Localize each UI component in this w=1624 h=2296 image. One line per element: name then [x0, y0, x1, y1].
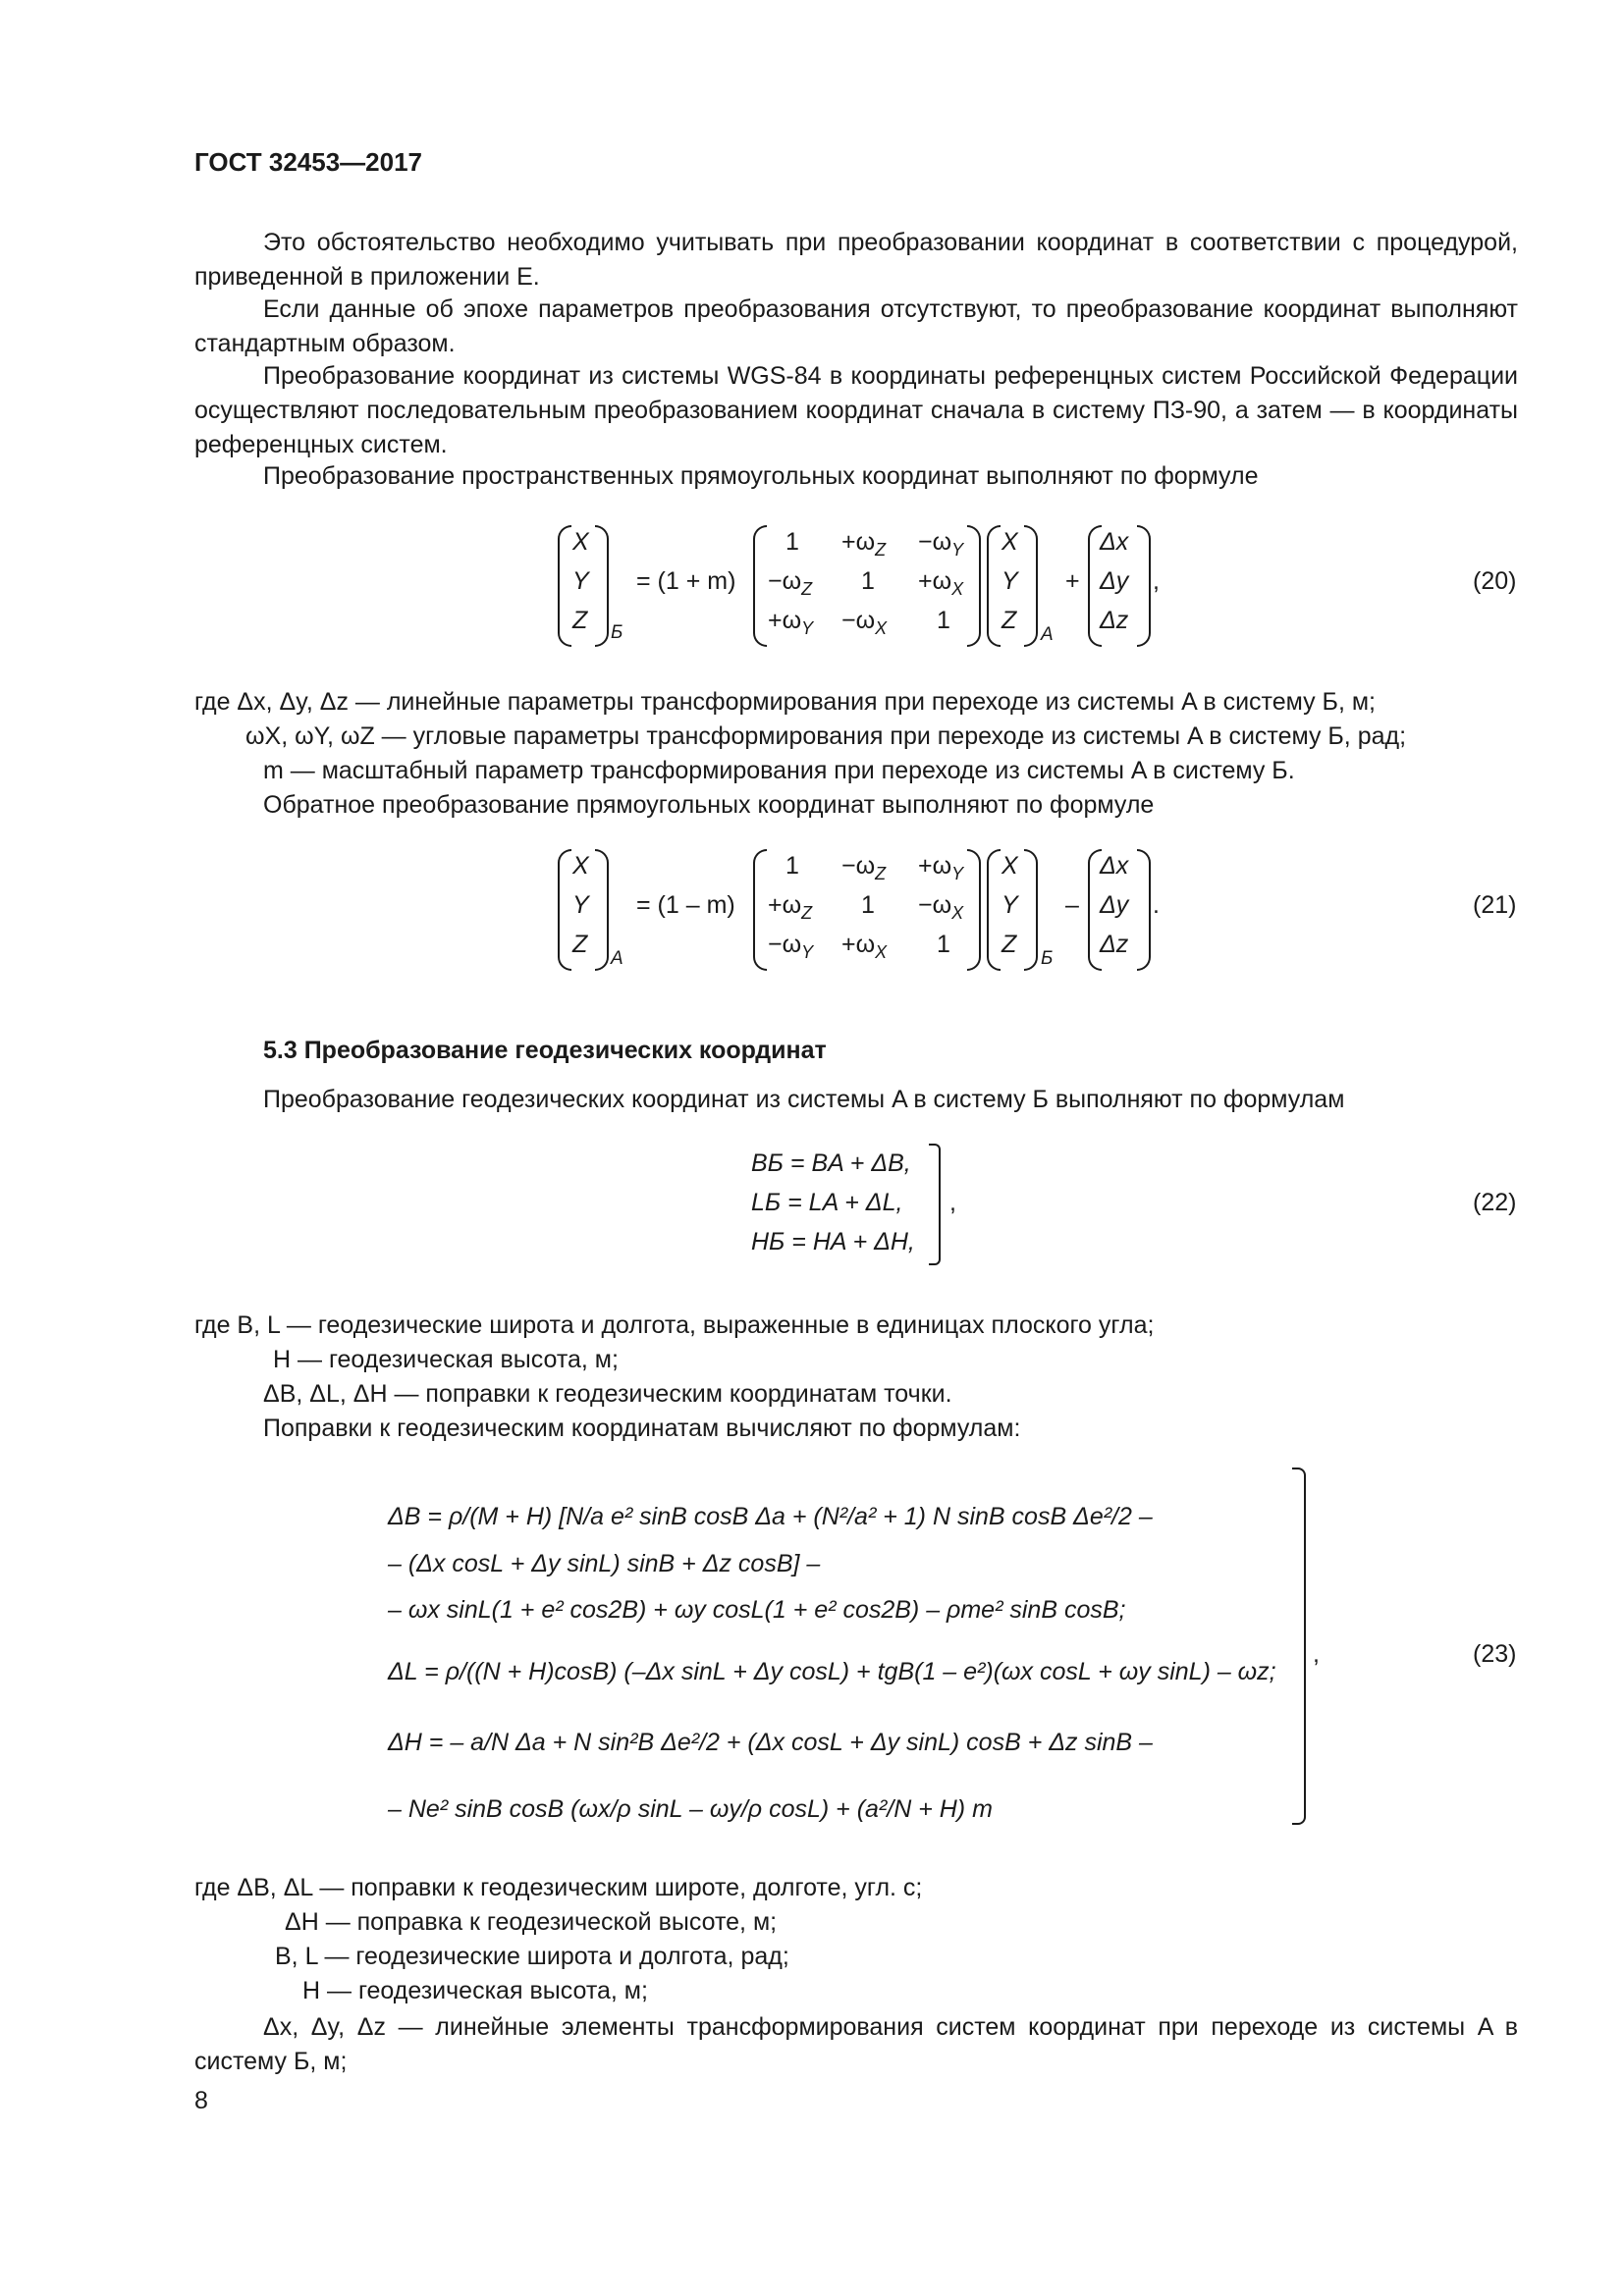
formula23-line-2: – (Δx cosL + Δy sinL) sinB + Δz cosB] – — [388, 1550, 821, 1577]
where22-line3: ΔB, ΔL, ΔH — поправки к геодезическим координатам точки. — [263, 1380, 952, 1408]
vec2-y: Y — [1001, 891, 1018, 919]
delta-z: Δz — [1100, 607, 1129, 634]
right-paren — [595, 525, 609, 647]
vec-z: Z — [572, 931, 588, 958]
right-paren — [595, 849, 609, 971]
matrix-cell: +ω — [918, 567, 952, 595]
matrix-cell: 1 — [861, 567, 875, 595]
matrix-cell: −ω — [841, 607, 876, 634]
matrix-cell: −ω — [768, 931, 802, 958]
vec2-x: X — [1001, 528, 1018, 556]
matrix-cell: 1 — [861, 891, 875, 919]
vec-x: X — [572, 852, 589, 880]
matrix-cell: 1 — [937, 931, 950, 958]
section-heading: 5.3 Преобразование геодезических координат — [263, 1037, 827, 1064]
vec2-y: Y — [1001, 567, 1018, 595]
where23-line2: ΔH — поправка к геодезической высоте, м; — [285, 1908, 778, 1936]
where22-line1: где B, L — геодезические широта и долгота, выраженные в единицах плоского угла; — [194, 1311, 1155, 1339]
matrix-cell: +ω — [768, 607, 802, 634]
formula-tail: . — [1153, 891, 1160, 919]
formula-number: (21) — [1473, 891, 1517, 919]
formula-tail: , — [1313, 1640, 1320, 1668]
left-paren — [558, 849, 571, 971]
section-intro: Преобразование геодезических координат из системы A в систему Б выполняют по формулам — [263, 1086, 1345, 1113]
matrix-cell-sub: Y — [801, 618, 814, 638]
vec2-right-paren — [1024, 849, 1038, 971]
delta-right-paren — [1137, 849, 1151, 971]
vec2-z: Z — [1001, 931, 1017, 958]
matrix-right-paren — [967, 849, 981, 971]
formula23-line-5: ΔH = – a/N Δa + N sin²B Δe²/2 + (Δx cosL + Δy sinL) cosB + Δz sinB – — [388, 1729, 1153, 1756]
formula23-line-1: ΔB = ρ/(M + H) [N/a e² sinB cosB Δa + (N²/a² + 1) N sinB cosB Δe²/2 – — [388, 1503, 1153, 1530]
matrix-cell-sub: X — [951, 903, 964, 923]
matrix-cell: −ω — [841, 852, 876, 880]
matrix-cell-sub: Y — [951, 864, 964, 883]
formula-number: (23) — [1473, 1640, 1517, 1668]
document-header: ГОСТ 32453—2017 — [194, 147, 422, 177]
vec2-right-paren — [1024, 525, 1038, 647]
where22-line2: H — геодезическая высота, м; — [273, 1346, 619, 1373]
where20-line2: ωX, ωY, ωZ — угловые параметры трансформирования при переходе из системы A в систему Б, рад; — [245, 722, 1407, 750]
matrix-cell-sub: Y — [951, 540, 964, 560]
matrix-cell-sub: Y — [801, 942, 814, 962]
delta-y: Δy — [1100, 567, 1129, 595]
formula-tail: , — [1153, 567, 1160, 595]
formula22-line-l: LБ = LA + ΔL, — [751, 1189, 903, 1216]
vec-x: X — [572, 528, 589, 556]
vec-y: Y — [572, 891, 589, 919]
vec-subscript: Б — [611, 622, 623, 643]
matrix-cell: +ω — [841, 528, 876, 556]
matrix-left-paren — [753, 849, 767, 971]
vec2-left-paren — [987, 849, 1001, 971]
where23-line1: где ΔB, ΔL — поправки к геодезическим широте, долготе, угл. с; — [194, 1874, 923, 1901]
paragraph-rect-formula-intro: Преобразование пространственных прямоугольных координат выполняют по формуле — [263, 462, 1259, 490]
paragraph-epoch-note: Это обстоятельство необходимо учитывать при преобразовании координат в соответствии с процедурой, приведенной в приложении Е. — [194, 229, 1518, 291]
where22-line4: Поправки к геодезическим координатам вычисляют по формулам: — [263, 1415, 1021, 1442]
matrix-left-paren — [753, 525, 767, 647]
matrix-right-paren — [967, 525, 981, 647]
matrix-cell-sub: X — [875, 942, 888, 962]
vec2-subscript: A — [1041, 624, 1054, 645]
matrix-cell-sub: Z — [875, 864, 887, 883]
left-paren — [558, 525, 571, 647]
vec2-subscript: Б — [1041, 948, 1054, 969]
operator: + — [1065, 567, 1080, 595]
page-number: 8 — [194, 2087, 208, 2114]
matrix-cell-sub: Z — [801, 579, 813, 599]
matrix-cell: +ω — [768, 891, 802, 919]
brace-right — [929, 1144, 941, 1265]
matrix-cell: −ω — [918, 528, 952, 556]
formula22-line-h: HБ = HA + ΔH, — [751, 1228, 915, 1255]
where23-line5: Δx, Δy, Δz — линейные элементы трансформирования систем координат при переходе из системы A в систему Б, м; — [194, 2013, 1518, 2075]
formula23-line-4: ΔL = ρ/((N + H)cosB) (–Δx sinL + Δy cosL) + tgB(1 – e²)(ωx cosL + ωy sinL) – ωz; — [388, 1658, 1276, 1685]
delta-y: Δy — [1100, 891, 1129, 919]
delta-x: Δx — [1100, 528, 1129, 556]
brace-right — [1292, 1468, 1306, 1825]
vec2-x: X — [1001, 852, 1018, 880]
matrix-cell: 1 — [785, 528, 799, 556]
matrix-cell: −ω — [918, 891, 952, 919]
scale-factor: = (1 – m) — [636, 891, 735, 919]
matrix-cell-sub: Z — [801, 903, 813, 923]
matrix-cell: +ω — [918, 852, 952, 880]
vec2-left-paren — [987, 525, 1001, 647]
paragraph-standard-transform: Если данные об эпохе параметров преобразования отсутствуют, то преобразование координат выполняют стандартным образом. — [194, 295, 1518, 357]
vec-z: Z — [572, 607, 588, 634]
matrix-cell: −ω — [768, 567, 802, 595]
matrix-cell-sub: X — [875, 618, 888, 638]
where23-line4: H — геодезическая высота, м; — [302, 1977, 648, 2004]
formula23-line-6: – Ne² sinB cosB (ωx/ρ sinL – ωy/ρ cosL) + (a²/N + H) m — [388, 1795, 993, 1823]
vec2-z: Z — [1001, 607, 1017, 634]
formula-tail: , — [949, 1189, 956, 1216]
delta-z: Δz — [1100, 931, 1129, 958]
where20-line4: Обратное преобразование прямоугольных координат выполняют по формуле — [263, 791, 1155, 819]
matrix-cell-sub: Z — [875, 540, 887, 560]
vec-subscript: A — [611, 948, 623, 969]
formula23-line-3: – ωx sinL(1 + e² cos2B) + ωy cosL(1 + e² cos2B) – ρme² sinB cosB; — [388, 1596, 1126, 1624]
where20-line1: где Δx, Δy, Δz — линейные параметры трансформирования при переходе из системы A в систему Б, м; — [194, 688, 1376, 716]
scale-factor: = (1 + m) — [636, 567, 736, 595]
matrix-cell: 1 — [785, 852, 799, 880]
operator: – — [1065, 891, 1079, 919]
matrix-cell: +ω — [841, 931, 876, 958]
vec-y: Y — [572, 567, 589, 595]
formula-number: (22) — [1473, 1189, 1517, 1216]
formula-number: (20) — [1473, 567, 1517, 595]
where20-line3: m — масштабный параметр трансформирования при переходе из системы A в систему Б. — [263, 757, 1295, 784]
matrix-cell-sub: X — [951, 579, 964, 599]
where23-line3: B, L — геодезические широта и долгота, рад; — [275, 1943, 789, 1970]
formula22-line-b: BБ = BA + ΔB, — [751, 1149, 911, 1177]
delta-right-paren — [1137, 525, 1151, 647]
paragraph-wgs84: Преобразование координат из системы WGS-84 в координаты референцных систем Российской Федерации осуществляют последовательным преобразованием координат сначала в систему ПЗ-90, а затем — в координаты референцных систем. — [194, 362, 1518, 458]
matrix-cell: 1 — [937, 607, 950, 634]
delta-x: Δx — [1100, 852, 1129, 880]
